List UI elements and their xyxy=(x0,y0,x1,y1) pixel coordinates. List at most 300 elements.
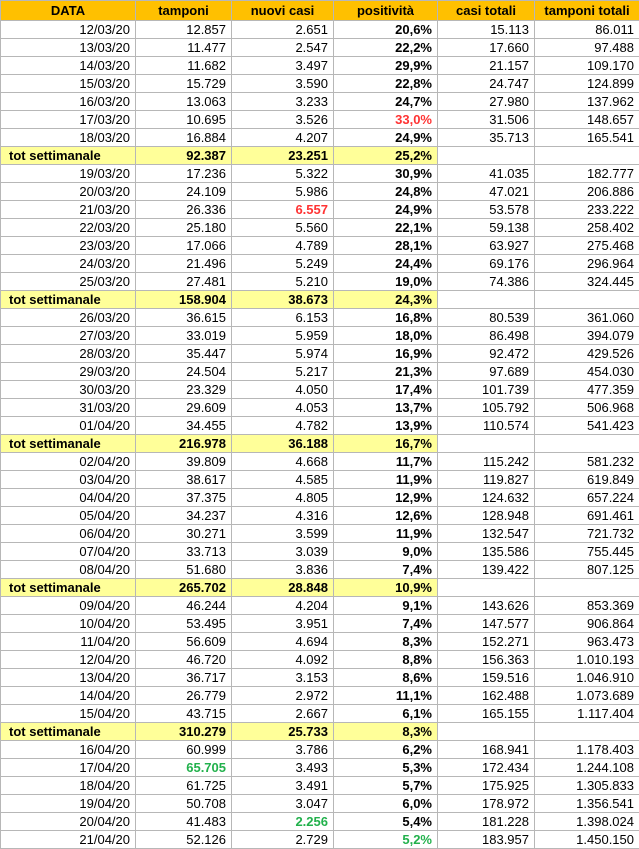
table-body xyxy=(1,21,639,849)
tamponi-cell: 53.495 xyxy=(136,615,232,633)
weekly-nuovi-casi-cell: 23.251 xyxy=(232,147,334,165)
positivita-cell: 24,7% xyxy=(334,93,438,111)
weekly-total-row xyxy=(1,147,639,165)
nuovi-casi-cell: 4.694 xyxy=(232,633,334,651)
tamponi-totali-cell: 124.899 xyxy=(535,75,639,93)
tamponi-cell: 21.496 xyxy=(136,255,232,273)
tamponi-totali-cell: 691.461 xyxy=(535,507,639,525)
tamponi-cell: 26.336 xyxy=(136,201,232,219)
casi-totali-cell: 132.547 xyxy=(438,525,535,543)
empty-cell xyxy=(438,435,535,453)
nuovi-casi-cell: 3.039 xyxy=(232,543,334,561)
casi-totali-cell: 124.632 xyxy=(438,489,535,507)
nuovi-casi-cell: 4.204 xyxy=(232,597,334,615)
casi-totali-cell: 181.228 xyxy=(438,813,535,831)
positivita-cell: 11,1% xyxy=(334,687,438,705)
date-cell: 19/04/20 xyxy=(1,795,136,813)
empty-cell xyxy=(535,579,639,597)
casi-totali-cell: 178.972 xyxy=(438,795,535,813)
positivita-cell: 12,6% xyxy=(334,507,438,525)
nuovi-casi-cell: 3.047 xyxy=(232,795,334,813)
table-row xyxy=(1,363,639,381)
positivita-cell: 24,9% xyxy=(334,201,438,219)
tamponi-cell: 60.999 xyxy=(136,741,232,759)
tamponi-cell: 24.109 xyxy=(136,183,232,201)
casi-totali-cell: 41.035 xyxy=(438,165,535,183)
tamponi-totali-cell: 258.402 xyxy=(535,219,639,237)
positivita-cell: 16,9% xyxy=(334,345,438,363)
weekly-total-label: tot settimanale xyxy=(1,435,136,453)
tamponi-cell: 11.682 xyxy=(136,57,232,75)
table-row xyxy=(1,201,639,219)
positivita-cell: 28,1% xyxy=(334,237,438,255)
table-row xyxy=(1,129,639,147)
header-casi-totali: casi totali xyxy=(438,1,535,21)
header-tamponi: tamponi xyxy=(136,1,232,21)
tamponi-totali-cell: 1.450.150 xyxy=(535,831,639,849)
casi-totali-cell: 31.506 xyxy=(438,111,535,129)
date-cell: 06/04/20 xyxy=(1,525,136,543)
tamponi-totali-cell: 906.864 xyxy=(535,615,639,633)
header-row xyxy=(1,1,639,21)
weekly-total-label: tot settimanale xyxy=(1,723,136,741)
date-cell: 03/04/20 xyxy=(1,471,136,489)
table-row xyxy=(1,633,639,651)
tamponi-totali-cell: 296.964 xyxy=(535,255,639,273)
tamponi-cell: 36.615 xyxy=(136,309,232,327)
casi-totali-cell: 135.586 xyxy=(438,543,535,561)
positivita-cell: 21,3% xyxy=(334,363,438,381)
empty-cell xyxy=(438,723,535,741)
tamponi-totali-cell: 853.369 xyxy=(535,597,639,615)
weekly-total-label: tot settimanale xyxy=(1,579,136,597)
date-cell: 26/03/20 xyxy=(1,309,136,327)
table-row xyxy=(1,651,639,669)
positivita-cell: 5,2% xyxy=(334,831,438,849)
positivita-cell: 30,9% xyxy=(334,165,438,183)
tamponi-totali-cell: 721.732 xyxy=(535,525,639,543)
tamponi-totali-cell: 324.445 xyxy=(535,273,639,291)
casi-totali-cell: 15.113 xyxy=(438,21,535,39)
table-row xyxy=(1,759,639,777)
tamponi-totali-cell: 97.488 xyxy=(535,39,639,57)
date-cell: 09/04/20 xyxy=(1,597,136,615)
tamponi-cell: 46.720 xyxy=(136,651,232,669)
date-cell: 16/04/20 xyxy=(1,741,136,759)
positivita-cell: 8,8% xyxy=(334,651,438,669)
tamponi-cell: 11.477 xyxy=(136,39,232,57)
date-cell: 12/04/20 xyxy=(1,651,136,669)
tamponi-cell: 26.779 xyxy=(136,687,232,705)
table-row xyxy=(1,615,639,633)
nuovi-casi-cell: 3.491 xyxy=(232,777,334,795)
positivita-cell: 7,4% xyxy=(334,615,438,633)
date-cell: 16/03/20 xyxy=(1,93,136,111)
casi-totali-cell: 80.539 xyxy=(438,309,535,327)
table-row xyxy=(1,165,639,183)
weekly-nuovi-casi-cell: 28.848 xyxy=(232,579,334,597)
tamponi-totali-cell: 541.423 xyxy=(535,417,639,435)
tamponi-totali-cell: 755.445 xyxy=(535,543,639,561)
empty-cell xyxy=(535,723,639,741)
date-cell: 13/04/20 xyxy=(1,669,136,687)
tamponi-totali-cell: 1.046.910 xyxy=(535,669,639,687)
casi-totali-cell: 115.242 xyxy=(438,453,535,471)
positivita-cell: 5,3% xyxy=(334,759,438,777)
casi-totali-cell: 21.157 xyxy=(438,57,535,75)
weekly-positivita-cell: 10,9% xyxy=(334,579,438,597)
positivita-cell: 20,6% xyxy=(334,21,438,39)
date-cell: 20/03/20 xyxy=(1,183,136,201)
date-cell: 04/04/20 xyxy=(1,489,136,507)
tamponi-cell: 51.680 xyxy=(136,561,232,579)
tamponi-cell: 46.244 xyxy=(136,597,232,615)
tamponi-totali-cell: 657.224 xyxy=(535,489,639,507)
casi-totali-cell: 35.713 xyxy=(438,129,535,147)
tamponi-cell: 35.447 xyxy=(136,345,232,363)
nuovi-casi-cell: 3.153 xyxy=(232,669,334,687)
nuovi-casi-cell: 4.053 xyxy=(232,399,334,417)
nuovi-casi-cell: 3.786 xyxy=(232,741,334,759)
table-row xyxy=(1,687,639,705)
casi-totali-cell: 63.927 xyxy=(438,237,535,255)
date-cell: 28/03/20 xyxy=(1,345,136,363)
tamponi-cell: 33.019 xyxy=(136,327,232,345)
positivita-cell: 6,0% xyxy=(334,795,438,813)
table-row xyxy=(1,309,639,327)
positivita-cell: 24,8% xyxy=(334,183,438,201)
nuovi-casi-cell: 3.233 xyxy=(232,93,334,111)
date-cell: 21/04/20 xyxy=(1,831,136,849)
casi-totali-cell: 159.516 xyxy=(438,669,535,687)
date-cell: 29/03/20 xyxy=(1,363,136,381)
tamponi-cell: 41.483 xyxy=(136,813,232,831)
positivita-cell: 12,9% xyxy=(334,489,438,507)
weekly-positivita-cell: 8,3% xyxy=(334,723,438,741)
tamponi-totali-cell: 109.170 xyxy=(535,57,639,75)
tamponi-cell: 23.329 xyxy=(136,381,232,399)
casi-totali-cell: 110.574 xyxy=(438,417,535,435)
table-row xyxy=(1,345,639,363)
nuovi-casi-cell: 3.836 xyxy=(232,561,334,579)
table-row xyxy=(1,219,639,237)
tamponi-totali-cell: 477.359 xyxy=(535,381,639,399)
nuovi-casi-cell: 5.986 xyxy=(232,183,334,201)
positivita-cell: 17,4% xyxy=(334,381,438,399)
tamponi-totali-cell: 182.777 xyxy=(535,165,639,183)
positivita-cell: 19,0% xyxy=(334,273,438,291)
table-row xyxy=(1,777,639,795)
table-row xyxy=(1,417,639,435)
date-cell: 17/03/20 xyxy=(1,111,136,129)
positivita-cell: 22,1% xyxy=(334,219,438,237)
table-row xyxy=(1,525,639,543)
casi-totali-cell: 47.021 xyxy=(438,183,535,201)
header-positivita: positività xyxy=(334,1,438,21)
weekly-nuovi-casi-cell: 25.733 xyxy=(232,723,334,741)
casi-totali-cell: 119.827 xyxy=(438,471,535,489)
tamponi-cell: 30.271 xyxy=(136,525,232,543)
tamponi-cell: 36.717 xyxy=(136,669,232,687)
nuovi-casi-cell: 4.782 xyxy=(232,417,334,435)
tamponi-totali-cell: 581.232 xyxy=(535,453,639,471)
weekly-nuovi-casi-cell: 36.188 xyxy=(232,435,334,453)
weekly-total-row xyxy=(1,723,639,741)
table-row xyxy=(1,399,639,417)
nuovi-casi-cell: 6.557 xyxy=(232,201,334,219)
nuovi-casi-cell: 2.972 xyxy=(232,687,334,705)
tamponi-totali-cell: 137.962 xyxy=(535,93,639,111)
tamponi-cell: 27.481 xyxy=(136,273,232,291)
date-cell: 15/03/20 xyxy=(1,75,136,93)
table-row xyxy=(1,255,639,273)
weekly-tamponi-cell: 216.978 xyxy=(136,435,232,453)
tamponi-cell: 34.237 xyxy=(136,507,232,525)
table-row xyxy=(1,381,639,399)
tamponi-cell: 39.809 xyxy=(136,453,232,471)
weekly-total-label: tot settimanale xyxy=(1,291,136,309)
empty-cell xyxy=(535,291,639,309)
tamponi-totali-cell: 1.117.404 xyxy=(535,705,639,723)
tamponi-totali-cell: 454.030 xyxy=(535,363,639,381)
date-cell: 24/03/20 xyxy=(1,255,136,273)
tamponi-cell: 29.609 xyxy=(136,399,232,417)
table-row xyxy=(1,237,639,255)
tamponi-totali-cell: 1.073.689 xyxy=(535,687,639,705)
tamponi-cell: 24.504 xyxy=(136,363,232,381)
date-cell: 15/04/20 xyxy=(1,705,136,723)
casi-totali-cell: 128.948 xyxy=(438,507,535,525)
date-cell: 21/03/20 xyxy=(1,201,136,219)
date-cell: 12/03/20 xyxy=(1,21,136,39)
table-row xyxy=(1,705,639,723)
positivita-cell: 24,4% xyxy=(334,255,438,273)
positivita-cell: 6,1% xyxy=(334,705,438,723)
weekly-nuovi-casi-cell: 38.673 xyxy=(232,291,334,309)
casi-totali-cell: 27.980 xyxy=(438,93,535,111)
positivita-cell: 16,8% xyxy=(334,309,438,327)
table-row xyxy=(1,75,639,93)
nuovi-casi-cell: 5.560 xyxy=(232,219,334,237)
date-cell: 30/03/20 xyxy=(1,381,136,399)
casi-totali-cell: 152.271 xyxy=(438,633,535,651)
casi-totali-cell: 165.155 xyxy=(438,705,535,723)
nuovi-casi-cell: 3.590 xyxy=(232,75,334,93)
positivita-cell: 6,2% xyxy=(334,741,438,759)
positivita-cell: 8,6% xyxy=(334,669,438,687)
positivita-cell: 18,0% xyxy=(334,327,438,345)
positivita-cell: 22,8% xyxy=(334,75,438,93)
header-nuovi-casi: nuovi casi xyxy=(232,1,334,21)
weekly-tamponi-cell: 158.904 xyxy=(136,291,232,309)
nuovi-casi-cell: 4.316 xyxy=(232,507,334,525)
tamponi-totali-cell: 1.356.541 xyxy=(535,795,639,813)
tamponi-totali-cell: 1.010.193 xyxy=(535,651,639,669)
nuovi-casi-cell: 2.667 xyxy=(232,705,334,723)
date-cell: 22/03/20 xyxy=(1,219,136,237)
header-tamponi-totali: tamponi totali xyxy=(535,1,639,21)
casi-totali-cell: 24.747 xyxy=(438,75,535,93)
table-row xyxy=(1,93,639,111)
nuovi-casi-cell: 5.210 xyxy=(232,273,334,291)
weekly-tamponi-cell: 265.702 xyxy=(136,579,232,597)
tamponi-totali-cell: 233.222 xyxy=(535,201,639,219)
date-cell: 07/04/20 xyxy=(1,543,136,561)
positivita-cell: 7,4% xyxy=(334,561,438,579)
nuovi-casi-cell: 5.322 xyxy=(232,165,334,183)
table-row xyxy=(1,831,639,849)
nuovi-casi-cell: 3.493 xyxy=(232,759,334,777)
date-cell: 31/03/20 xyxy=(1,399,136,417)
positivita-cell: 11,9% xyxy=(334,525,438,543)
tamponi-totali-cell: 619.849 xyxy=(535,471,639,489)
table-row xyxy=(1,327,639,345)
table-row xyxy=(1,39,639,57)
tamponi-totali-cell: 1.305.833 xyxy=(535,777,639,795)
positivita-cell: 5,4% xyxy=(334,813,438,831)
casi-totali-cell: 86.498 xyxy=(438,327,535,345)
weekly-positivita-cell: 24,3% xyxy=(334,291,438,309)
table-row xyxy=(1,669,639,687)
nuovi-casi-cell: 2.256 xyxy=(232,813,334,831)
table-row xyxy=(1,795,639,813)
date-cell: 14/03/20 xyxy=(1,57,136,75)
nuovi-casi-cell: 6.153 xyxy=(232,309,334,327)
tamponi-cell: 38.617 xyxy=(136,471,232,489)
table-row xyxy=(1,507,639,525)
tamponi-cell: 16.884 xyxy=(136,129,232,147)
casi-totali-cell: 69.176 xyxy=(438,255,535,273)
nuovi-casi-cell: 4.789 xyxy=(232,237,334,255)
casi-totali-cell: 74.386 xyxy=(438,273,535,291)
empty-cell xyxy=(535,435,639,453)
table-row xyxy=(1,813,639,831)
tamponi-cell: 43.715 xyxy=(136,705,232,723)
date-cell: 08/04/20 xyxy=(1,561,136,579)
date-cell: 20/04/20 xyxy=(1,813,136,831)
tamponi-totali-cell: 361.060 xyxy=(535,309,639,327)
nuovi-casi-cell: 4.050 xyxy=(232,381,334,399)
positivita-cell: 5,7% xyxy=(334,777,438,795)
tamponi-totali-cell: 206.886 xyxy=(535,183,639,201)
weekly-tamponi-cell: 310.279 xyxy=(136,723,232,741)
table-row xyxy=(1,489,639,507)
positivita-cell: 13,7% xyxy=(334,399,438,417)
table-row xyxy=(1,21,639,39)
tamponi-cell: 61.725 xyxy=(136,777,232,795)
nuovi-casi-cell: 5.249 xyxy=(232,255,334,273)
positivita-cell: 29,9% xyxy=(334,57,438,75)
weekly-positivita-cell: 25,2% xyxy=(334,147,438,165)
tamponi-totali-cell: 165.541 xyxy=(535,129,639,147)
tamponi-totali-cell: 86.011 xyxy=(535,21,639,39)
nuovi-casi-cell: 4.207 xyxy=(232,129,334,147)
date-cell: 14/04/20 xyxy=(1,687,136,705)
tamponi-cell: 50.708 xyxy=(136,795,232,813)
tamponi-cell: 17.236 xyxy=(136,165,232,183)
tamponi-totali-cell: 506.968 xyxy=(535,399,639,417)
table-row xyxy=(1,543,639,561)
date-cell: 05/04/20 xyxy=(1,507,136,525)
date-cell: 11/04/20 xyxy=(1,633,136,651)
tamponi-totali-cell: 394.079 xyxy=(535,327,639,345)
positivita-cell: 9,1% xyxy=(334,597,438,615)
tamponi-cell: 33.713 xyxy=(136,543,232,561)
nuovi-casi-cell: 4.585 xyxy=(232,471,334,489)
positivita-cell: 11,9% xyxy=(334,471,438,489)
casi-totali-cell: 156.363 xyxy=(438,651,535,669)
nuovi-casi-cell: 4.668 xyxy=(232,453,334,471)
table-row xyxy=(1,741,639,759)
date-cell: 25/03/20 xyxy=(1,273,136,291)
date-cell: 27/03/20 xyxy=(1,327,136,345)
table-row xyxy=(1,183,639,201)
casi-totali-cell: 168.941 xyxy=(438,741,535,759)
casi-totali-cell: 53.578 xyxy=(438,201,535,219)
tamponi-cell: 10.695 xyxy=(136,111,232,129)
tamponi-cell: 25.180 xyxy=(136,219,232,237)
table-row xyxy=(1,57,639,75)
empty-cell xyxy=(438,291,535,309)
date-cell: 19/03/20 xyxy=(1,165,136,183)
tamponi-cell: 52.126 xyxy=(136,831,232,849)
weekly-positivita-cell: 16,7% xyxy=(334,435,438,453)
positivita-cell: 11,7% xyxy=(334,453,438,471)
table-row xyxy=(1,453,639,471)
weekly-total-row xyxy=(1,435,639,453)
tamponi-cell: 37.375 xyxy=(136,489,232,507)
casi-totali-cell: 92.472 xyxy=(438,345,535,363)
tamponi-totali-cell: 429.526 xyxy=(535,345,639,363)
casi-totali-cell: 175.925 xyxy=(438,777,535,795)
header-data: DATA xyxy=(1,1,136,21)
weekly-total-row xyxy=(1,579,639,597)
nuovi-casi-cell: 2.651 xyxy=(232,21,334,39)
tamponi-cell: 15.729 xyxy=(136,75,232,93)
tamponi-totali-cell: 1.178.403 xyxy=(535,741,639,759)
weekly-total-row xyxy=(1,291,639,309)
tamponi-cell: 17.066 xyxy=(136,237,232,255)
nuovi-casi-cell: 4.092 xyxy=(232,651,334,669)
weekly-total-label: tot settimanale xyxy=(1,147,136,165)
tamponi-totali-cell: 148.657 xyxy=(535,111,639,129)
date-cell: 02/04/20 xyxy=(1,453,136,471)
date-cell: 10/04/20 xyxy=(1,615,136,633)
tamponi-totali-cell: 1.398.024 xyxy=(535,813,639,831)
positivita-cell: 8,3% xyxy=(334,633,438,651)
date-cell: 18/03/20 xyxy=(1,129,136,147)
positivita-cell: 22,2% xyxy=(334,39,438,57)
casi-totali-cell: 147.577 xyxy=(438,615,535,633)
empty-cell xyxy=(535,147,639,165)
empty-cell xyxy=(438,579,535,597)
date-cell: 23/03/20 xyxy=(1,237,136,255)
tamponi-totali-cell: 1.244.108 xyxy=(535,759,639,777)
nuovi-casi-cell: 4.805 xyxy=(232,489,334,507)
empty-cell xyxy=(438,147,535,165)
casi-totali-cell: 143.626 xyxy=(438,597,535,615)
nuovi-casi-cell: 3.599 xyxy=(232,525,334,543)
nuovi-casi-cell: 5.217 xyxy=(232,363,334,381)
nuovi-casi-cell: 5.959 xyxy=(232,327,334,345)
table-row xyxy=(1,597,639,615)
positivita-cell: 33,0% xyxy=(334,111,438,129)
casi-totali-cell: 162.488 xyxy=(438,687,535,705)
casi-totali-cell: 101.739 xyxy=(438,381,535,399)
casi-totali-cell: 183.957 xyxy=(438,831,535,849)
tamponi-totali-cell: 963.473 xyxy=(535,633,639,651)
date-cell: 13/03/20 xyxy=(1,39,136,57)
